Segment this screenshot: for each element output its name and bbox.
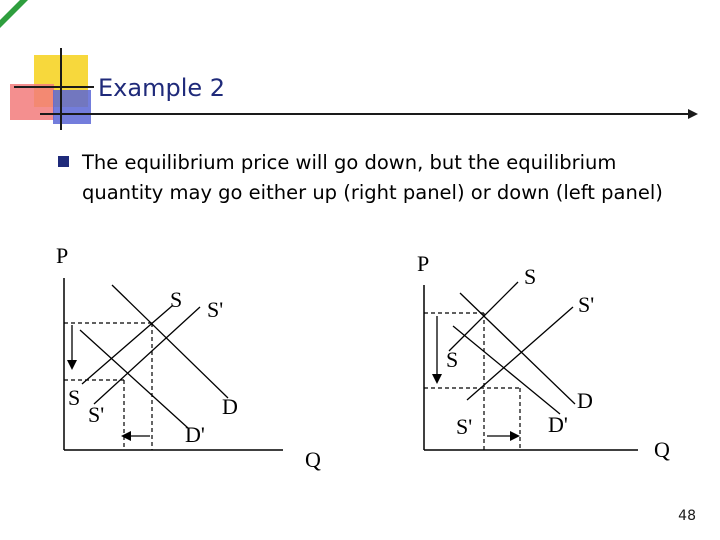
left-axis-q-label: Q bbox=[305, 447, 321, 472]
left-label-s-top: S bbox=[170, 287, 183, 312]
left-label-d-prime: D' bbox=[185, 422, 205, 447]
right-axis-p-label: P bbox=[417, 251, 430, 276]
slide-title: Example 2 bbox=[98, 74, 226, 102]
left-label-d: D bbox=[222, 394, 238, 419]
right-panel bbox=[417, 251, 670, 462]
right-label-d-prime: D' bbox=[548, 412, 568, 437]
right-label-s-prime-top: S' bbox=[578, 292, 595, 317]
right-label-d: D bbox=[577, 388, 593, 413]
bullet-text: The equilibrium price will go down, but the equilibrium quantity may go either up (right panel) or down (left panel) bbox=[82, 151, 663, 204]
left-label-s-bottom: S bbox=[68, 385, 81, 410]
left-label-s-prime-top: S' bbox=[207, 297, 224, 322]
left-axis-p-label: P bbox=[56, 243, 69, 268]
left-label-s-prime-bottom: S' bbox=[88, 402, 105, 427]
right-axis-q-label: Q bbox=[654, 437, 670, 462]
slide-number: 48 bbox=[678, 508, 696, 524]
right-label-s-prime-bottom: S' bbox=[456, 414, 473, 439]
left-panel bbox=[56, 243, 321, 472]
right-demand-d bbox=[460, 293, 575, 404]
right-demand-d-prime bbox=[453, 326, 560, 414]
right-label-s-top: S bbox=[524, 264, 537, 289]
right-label-s-mid: S bbox=[446, 347, 459, 372]
